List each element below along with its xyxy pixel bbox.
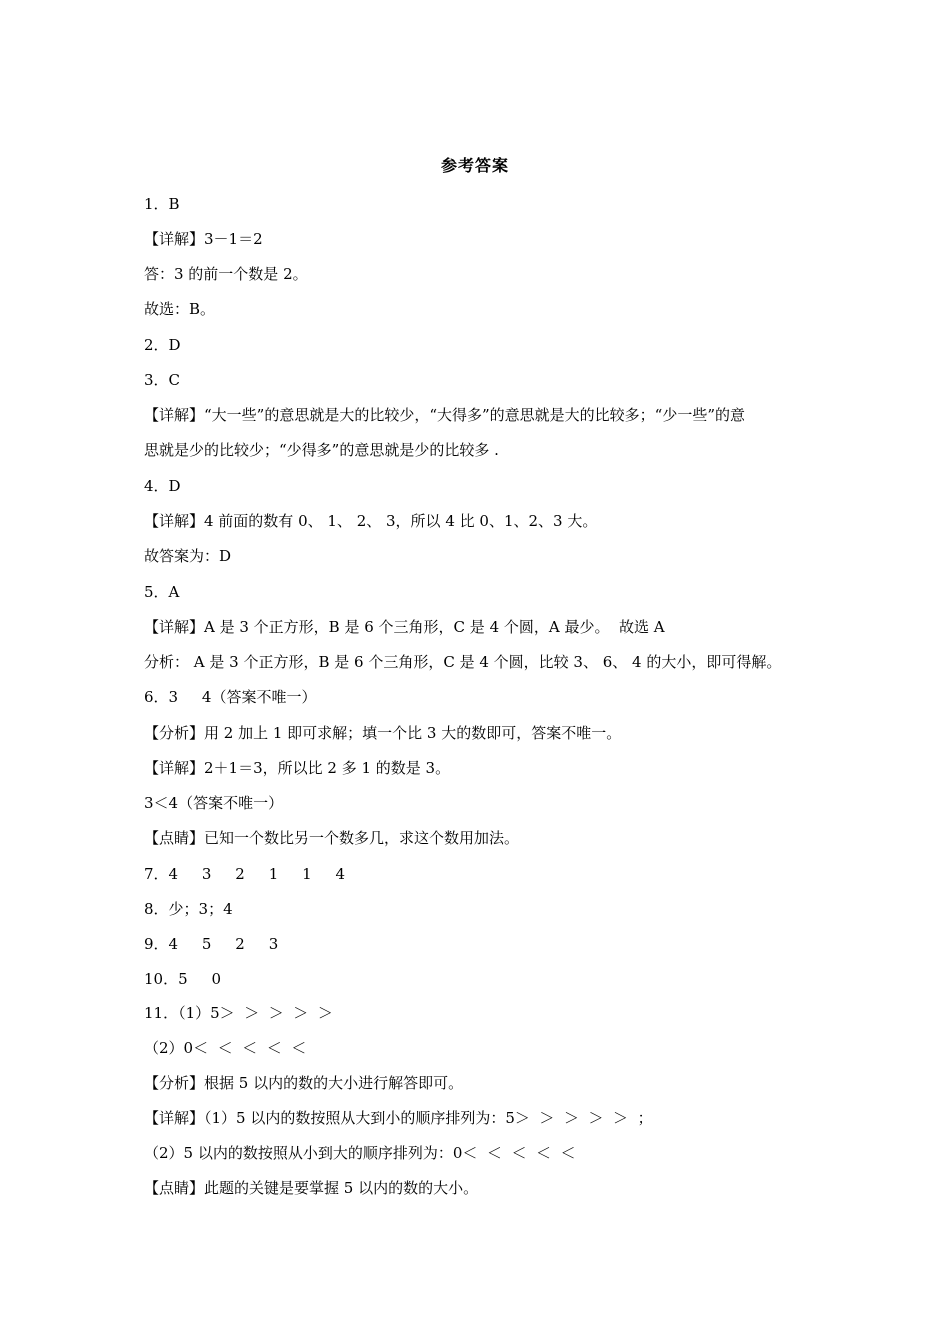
answer-5: 5．A bbox=[144, 583, 180, 601]
answer-1-choice: 故选：B。 bbox=[144, 300, 216, 318]
answer-3: 3．C bbox=[144, 371, 181, 389]
answer-1-detail: 【详解】3－1＝2 bbox=[144, 230, 263, 248]
answer-11-detail-2: （2）5 以内的数按照从小到大的顺序排列为：0＜ ＜ ＜ ＜ ＜ bbox=[144, 1144, 576, 1162]
answer-6-detail: 【详解】2＋1＝3，所以比 2 多 1 的数是 3。 bbox=[144, 759, 451, 777]
answer-1: 1．B bbox=[144, 195, 180, 213]
answer-11-tip: 【点睛】此题的关键是要掌握 5 以内的数的大小。 bbox=[144, 1179, 479, 1197]
answer-7: 7．4 3 2 1 1 4 bbox=[144, 865, 346, 883]
answer-1-reply: 答：3 的前一个数是 2。 bbox=[144, 265, 308, 283]
answer-6-detail-2: 3＜4（答案不唯一） bbox=[144, 794, 284, 812]
answer-4-detail: 【详解】4 前面的数有 0、 1、 2、 3，所以 4 比 0、1、2、3 大。 bbox=[144, 512, 598, 530]
answer-11-analysis: 【分析】根据 5 以内的数的大小进行解答即可。 bbox=[144, 1074, 464, 1092]
answer-11-part2: （2）0＜ ＜ ＜ ＜ ＜ bbox=[144, 1039, 307, 1057]
answer-3-detail-line2: 思就是少的比较少；“少得多”的意思就是少的比较多 . bbox=[144, 441, 499, 459]
answer-4-choice: 故答案为：D bbox=[144, 547, 232, 565]
answer-2: 2．D bbox=[144, 336, 181, 354]
answer-6-tip: 【点睛】已知一个数比另一个数多几，求这个数用加法。 bbox=[144, 829, 520, 847]
answer-10: 10．5 0 bbox=[144, 970, 222, 988]
answer-6: 6．3 4（答案不唯一） bbox=[144, 688, 317, 706]
answer-8: 8．少；3；4 bbox=[144, 900, 233, 918]
answer-6-analysis: 【分析】用 2 加上 1 即可求解；填一个比 3 大的数即可，答案不唯一。 bbox=[144, 724, 622, 742]
page-title: 参考答案 bbox=[440, 156, 509, 175]
answer-11-detail-1: 【详解】（1）5 以内的数按照从大到小的顺序排列为：5＞ ＞ ＞ ＞ ＞ ； bbox=[144, 1109, 653, 1127]
answer-3-detail-line1: 【详解】“大一些”的意思就是大的比较少，“大得多”的意思就是大的比较多；“少一些”的意 bbox=[144, 406, 746, 424]
answer-4: 4．D bbox=[144, 477, 181, 495]
answer-5-detail: 【详解】A 是 3 个正方形，B 是 6 个三角形，C 是 4 个圆，A 最少。 故选 A bbox=[144, 618, 665, 636]
answer-9: 9．4 5 2 3 bbox=[144, 935, 279, 953]
answer-11-part1: 11．（1）5＞ ＞ ＞ ＞ ＞ bbox=[144, 1004, 333, 1022]
answer-5-analysis: 分析： A 是 3 个正方形，B 是 6 个三角形，C 是 4 个圆，比较 3、 6、 4 的大小，即可得解。 bbox=[144, 653, 782, 671]
